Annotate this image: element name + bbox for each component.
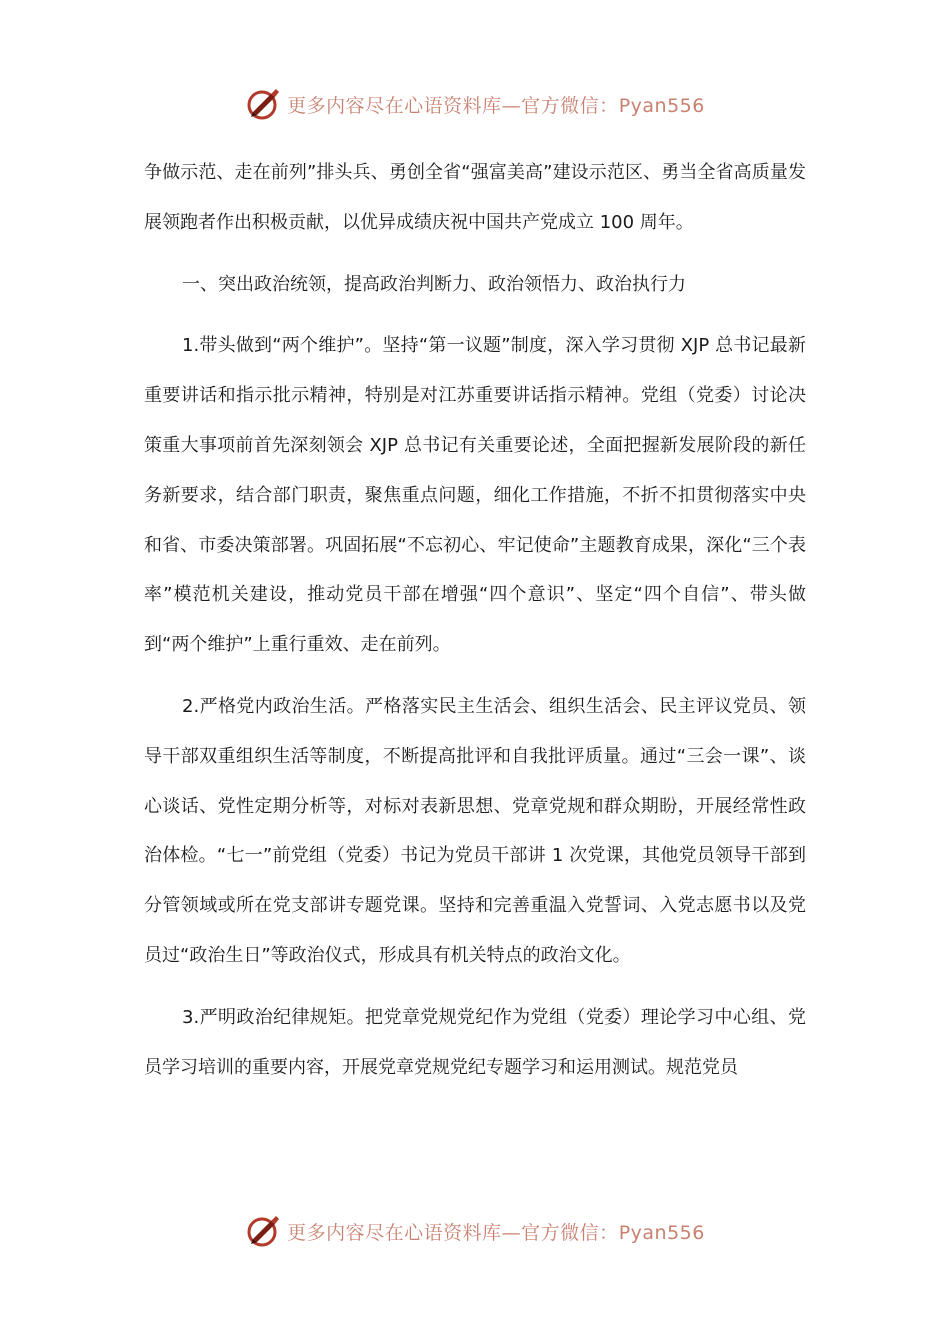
banner-separator: — bbox=[501, 1221, 522, 1244]
footer-watermark-banner bbox=[0, 1209, 950, 1253]
banner-separator: — bbox=[501, 94, 522, 117]
banner-brand: 更多内容尽在心语资料库 bbox=[287, 1221, 502, 1244]
banner-text bbox=[287, 1218, 705, 1245]
pen-logo-icon bbox=[245, 86, 281, 122]
paragraph-item-1: 1.带头做到“两个维护”。坚持“第一议题”制度，深入学习贯彻 XJP 总书记最新重要讲话和指示批示精神，特别是对江苏重要讲话指示精神。党组（党委）讨论决策重大事项前首先深刻领会 XJP 总书记有关重要论述，全面把握新发展阶段的新任务新要求，结合部门职责，聚焦重点问题，细化工作措施，不折不扣贯彻落实中央和省、市委决策部署。巩固拓展“不忘初心、牢记使命”主题教育成果，深化“三个表率”模范机关建设，推动党员干部在增强“四个意识”、坚定“四个自信”、带头做到“两个维护”上重行重效、走在前列。 bbox=[144, 335, 806, 656]
header-watermark-banner bbox=[0, 82, 950, 126]
paragraph-intro-continuation: 争做示范、走在前列”排头兵、勇创全省“强富美高”建设示范区、勇当全省高质量发展领跑者作出积极贡献，以优异成绩庆祝中国共产党成立 100 周年。 bbox=[144, 162, 806, 233]
banner-wechat-id: Pyan556 bbox=[618, 1221, 705, 1244]
section-heading: 一、突出政治统领，提高政治判断力、政治领悟力、政治执行力 bbox=[182, 273, 686, 295]
document-body bbox=[144, 148, 806, 1104]
pen-logo-icon bbox=[245, 1213, 281, 1249]
paragraph-item-3: 3.严明政治纪律规矩。把党章党规党纪作为党组（党委）理论学习中心组、党员学习培训的重要内容，开展党章党规党纪专题学习和运用测试。规范党员 bbox=[144, 1006, 806, 1078]
banner-wechat-label: 官方微信： bbox=[521, 94, 619, 117]
paragraph-item-2: 2.严格党内政治生活。严格落实民主生活会、组织生活会、民主评议党员、领导干部双重组织生活等制度，不断提高批评和自我批评质量。通过“三会一课”、谈心谈话、党性定期分析等，对标对表新思想、党章党规和群众期盼，开展经常性政治体检。“七一”前党组（党委）书记为党员干部讲 1 次党课，其他党员领导干部到分管领域或所在党支部讲专题党课。坚持和完善重温入党誓词、入党志愿书以及党员过“政治生日”等政治仪式，形成具有机关特点的政治文化。 bbox=[144, 695, 806, 966]
banner-text bbox=[287, 91, 705, 118]
banner-wechat-label: 官方微信： bbox=[521, 1221, 619, 1244]
banner-brand: 更多内容尽在心语资料库 bbox=[287, 94, 502, 117]
banner-wechat-id: Pyan556 bbox=[618, 94, 705, 117]
